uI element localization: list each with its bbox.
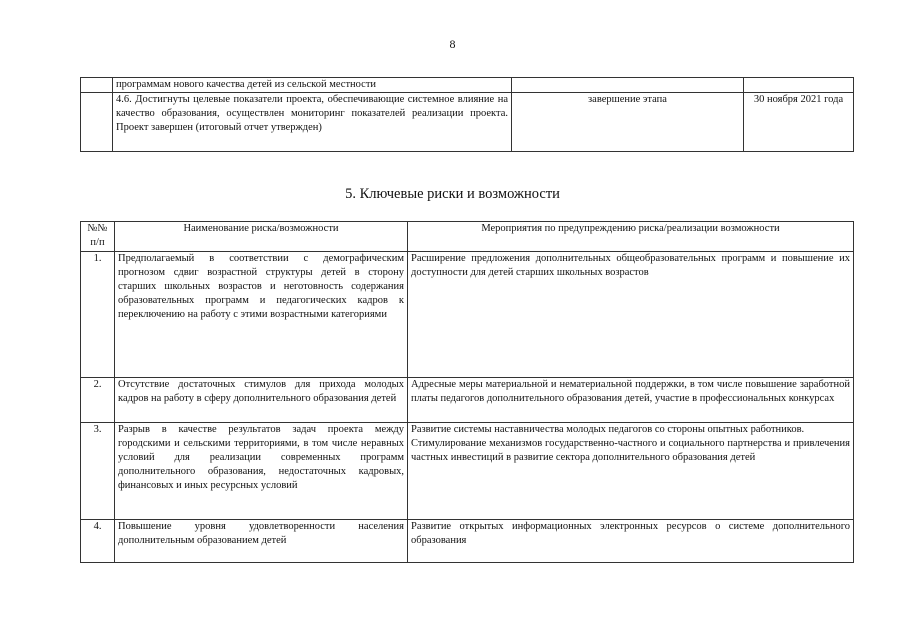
risk-row — [81, 378, 854, 423]
top-table-row — [81, 78, 854, 93]
top-table-row — [81, 93, 854, 152]
top-table-cell — [81, 93, 113, 152]
risk-row-measure: Расширение предложения дополнительных общеобразовательных программ и повышение их доступности для детей старших школьных возрастов — [411, 253, 850, 278]
risk-row-measure: Развитие открытых информационных электронных ресурсов о системе дополнительного образования — [411, 521, 850, 546]
risk-row-measure: Адресные меры материальной и нематериальной поддержки, в том числе повышение заработной платы педагогов дополнительного образования детей, участие в профессиональных конкурсах — [411, 379, 850, 404]
risk-row — [81, 520, 854, 563]
top-table-row1-text: программам нового качества детей из сельской местности — [113, 78, 512, 93]
top-table-cell — [512, 78, 744, 93]
risk-row-num: 1. — [81, 252, 115, 378]
risk-row-measures — [408, 520, 854, 563]
top-table-row2-text: 4.6. Достигнуты целевые показатели проекта, обеспечивающие системное влияние на качество образования, осуществлен мониторинг показателей реализации проекта. Проект завершен (итоговый отчет утвержден) — [113, 93, 512, 152]
risk-table — [80, 221, 854, 563]
top-table-cell — [81, 78, 113, 93]
section-title: 5. Ключевые риски и возможности — [345, 186, 560, 202]
risk-row-measure: Стимулирование механизмов государственно-частного и социального партнерства и привлечения частных инвестиций в развитие сектора дополнительного образования детей — [411, 438, 850, 463]
risk-row-measures — [408, 423, 854, 520]
top-table — [80, 77, 854, 152]
risk-row-measure: Развитие системы наставничества молодых педагогов со стороны опытных работников. — [411, 424, 805, 435]
risk-row-name: Разрыв в качестве результатов задач проекта между городскими и сельскими территориями, в том числе неравных условий для реализации современных программ дополнительного образования, недостаточных кадровых, финансовых и иных ресурсных условий — [115, 423, 408, 520]
risk-row-measures — [408, 252, 854, 378]
risk-row-name: Предполагаемый в соответствии с демографическим прогнозом сдвиг возрастной структуры детей в сторону старших школьных возрастов и неготовность содержания образовательных программ и педагогических кадров к переключению на работу с этими возрастными категориями — [115, 252, 408, 378]
page-number: 8 — [449, 37, 456, 51]
risk-row-name: Повышение уровня удовлетворенности населения дополнительным образованием детей — [115, 520, 408, 563]
risk-row-measures — [408, 378, 854, 423]
risk-row — [81, 423, 854, 520]
top-table-row2-date: 30 ноября 2021 года — [744, 93, 854, 152]
risk-row — [81, 252, 854, 378]
risk-table-header-row — [81, 222, 854, 252]
header-num: №№ п/п — [81, 222, 115, 252]
risk-row-num: 3. — [81, 423, 115, 520]
header-name: Наименование риска/возможности — [115, 222, 408, 252]
risk-row-name: Отсутствие достаточных стимулов для прихода молодых кадров на работу в сферу дополнительного образования детей — [115, 378, 408, 423]
risk-row-num: 2. — [81, 378, 115, 423]
header-measures: Мероприятия по предупреждению риска/реализации возможности — [408, 222, 854, 252]
top-table-row2-event: завершение этапа — [512, 93, 744, 152]
risk-row-num: 4. — [81, 520, 115, 563]
top-table-cell — [744, 78, 854, 93]
